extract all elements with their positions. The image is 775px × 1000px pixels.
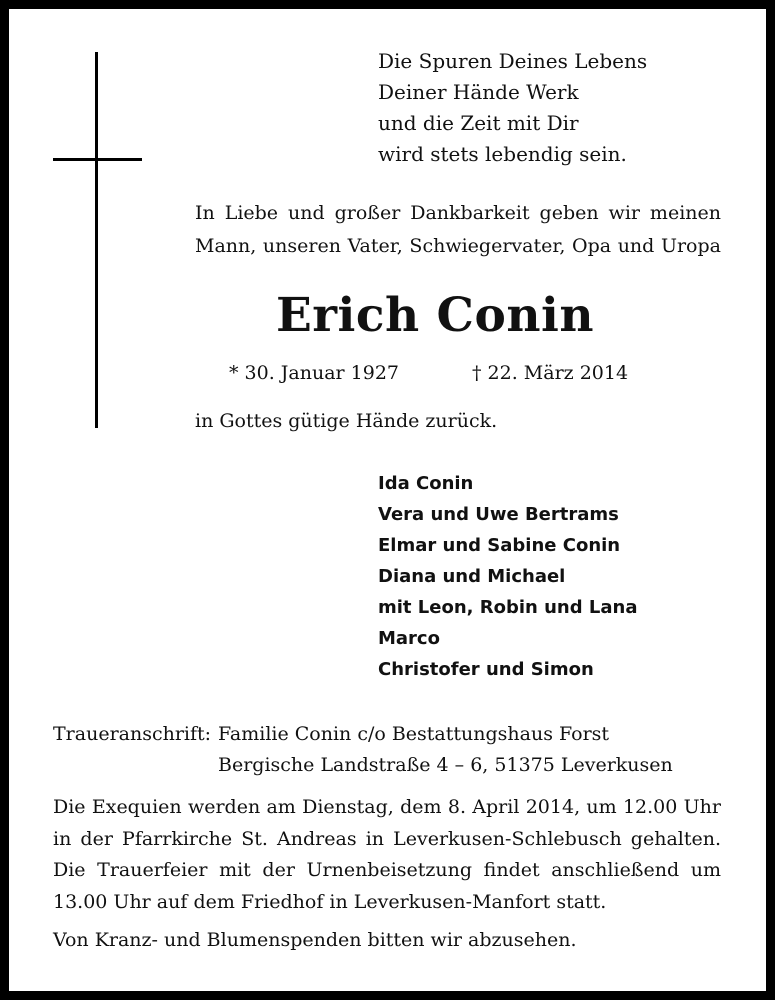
- deceased-name: Erich Conin: [275, 288, 595, 343]
- poem-line: wird stets lebendig sein.: [378, 142, 627, 166]
- poem-line: und die Zeit mit Dir: [378, 111, 579, 135]
- mourner-item: Diana und Michael: [378, 566, 566, 587]
- exequies-text: [53, 792, 721, 918]
- mourner-item: Christofer und Simon: [378, 659, 594, 680]
- cross-vertical-bar: [95, 52, 98, 428]
- intro-text: [195, 197, 721, 263]
- intro-line: Mann, unseren Vater, Schwiegervater, Opa und Uropa: [195, 235, 721, 257]
- mourner-item: Elmar und Sabine Conin: [378, 535, 621, 556]
- cross-horizontal-bar: [53, 158, 142, 161]
- poem-line: Die Spuren Deines Lebens: [378, 49, 648, 73]
- mourner-item: Vera und Uwe Bertrams: [378, 504, 619, 525]
- address-line-2: Bergische Landstraße 4 – 6, 51375 Leverkusen: [218, 754, 673, 776]
- death-date: † 22. März 2014: [472, 362, 629, 384]
- exequies-line: Die Trauerfeier mit der Urnenbeisetzung findet anschließend um: [53, 859, 721, 881]
- intro-line: In Liebe und großer Dankbarkeit geben wir meinen: [195, 202, 721, 224]
- return-text: in Gottes gütige Hände zurück.: [195, 410, 498, 432]
- poem: [378, 46, 647, 170]
- exequies-line: in der Pfarrkirche St. Andreas in Leverkusen-Schlebusch gehalten.: [53, 827, 721, 850]
- mourners-list: [378, 468, 637, 685]
- exequies-line: 13.00 Uhr auf dem Friedhof in Leverkusen-Manfort statt.: [53, 890, 607, 913]
- birth-date: * 30. Januar 1927: [229, 362, 400, 384]
- exequies-line: Die Exequien werden am Dienstag, dem 8. April 2014, um 12.00 Uhr: [53, 796, 721, 818]
- address-line-1: Familie Conin c/o Bestattungshaus Forst: [218, 723, 610, 745]
- mourner-item: mit Leon, Robin und Lana: [378, 597, 638, 618]
- address-label: Traueranschrift:: [53, 723, 212, 745]
- flowers-note: Von Kranz- und Blumenspenden bitten wir abzusehen.: [53, 929, 577, 951]
- mourner-item: Ida Conin: [378, 473, 474, 494]
- poem-line: Deiner Hände Werk: [378, 80, 579, 104]
- mourner-item: Marco: [378, 628, 440, 649]
